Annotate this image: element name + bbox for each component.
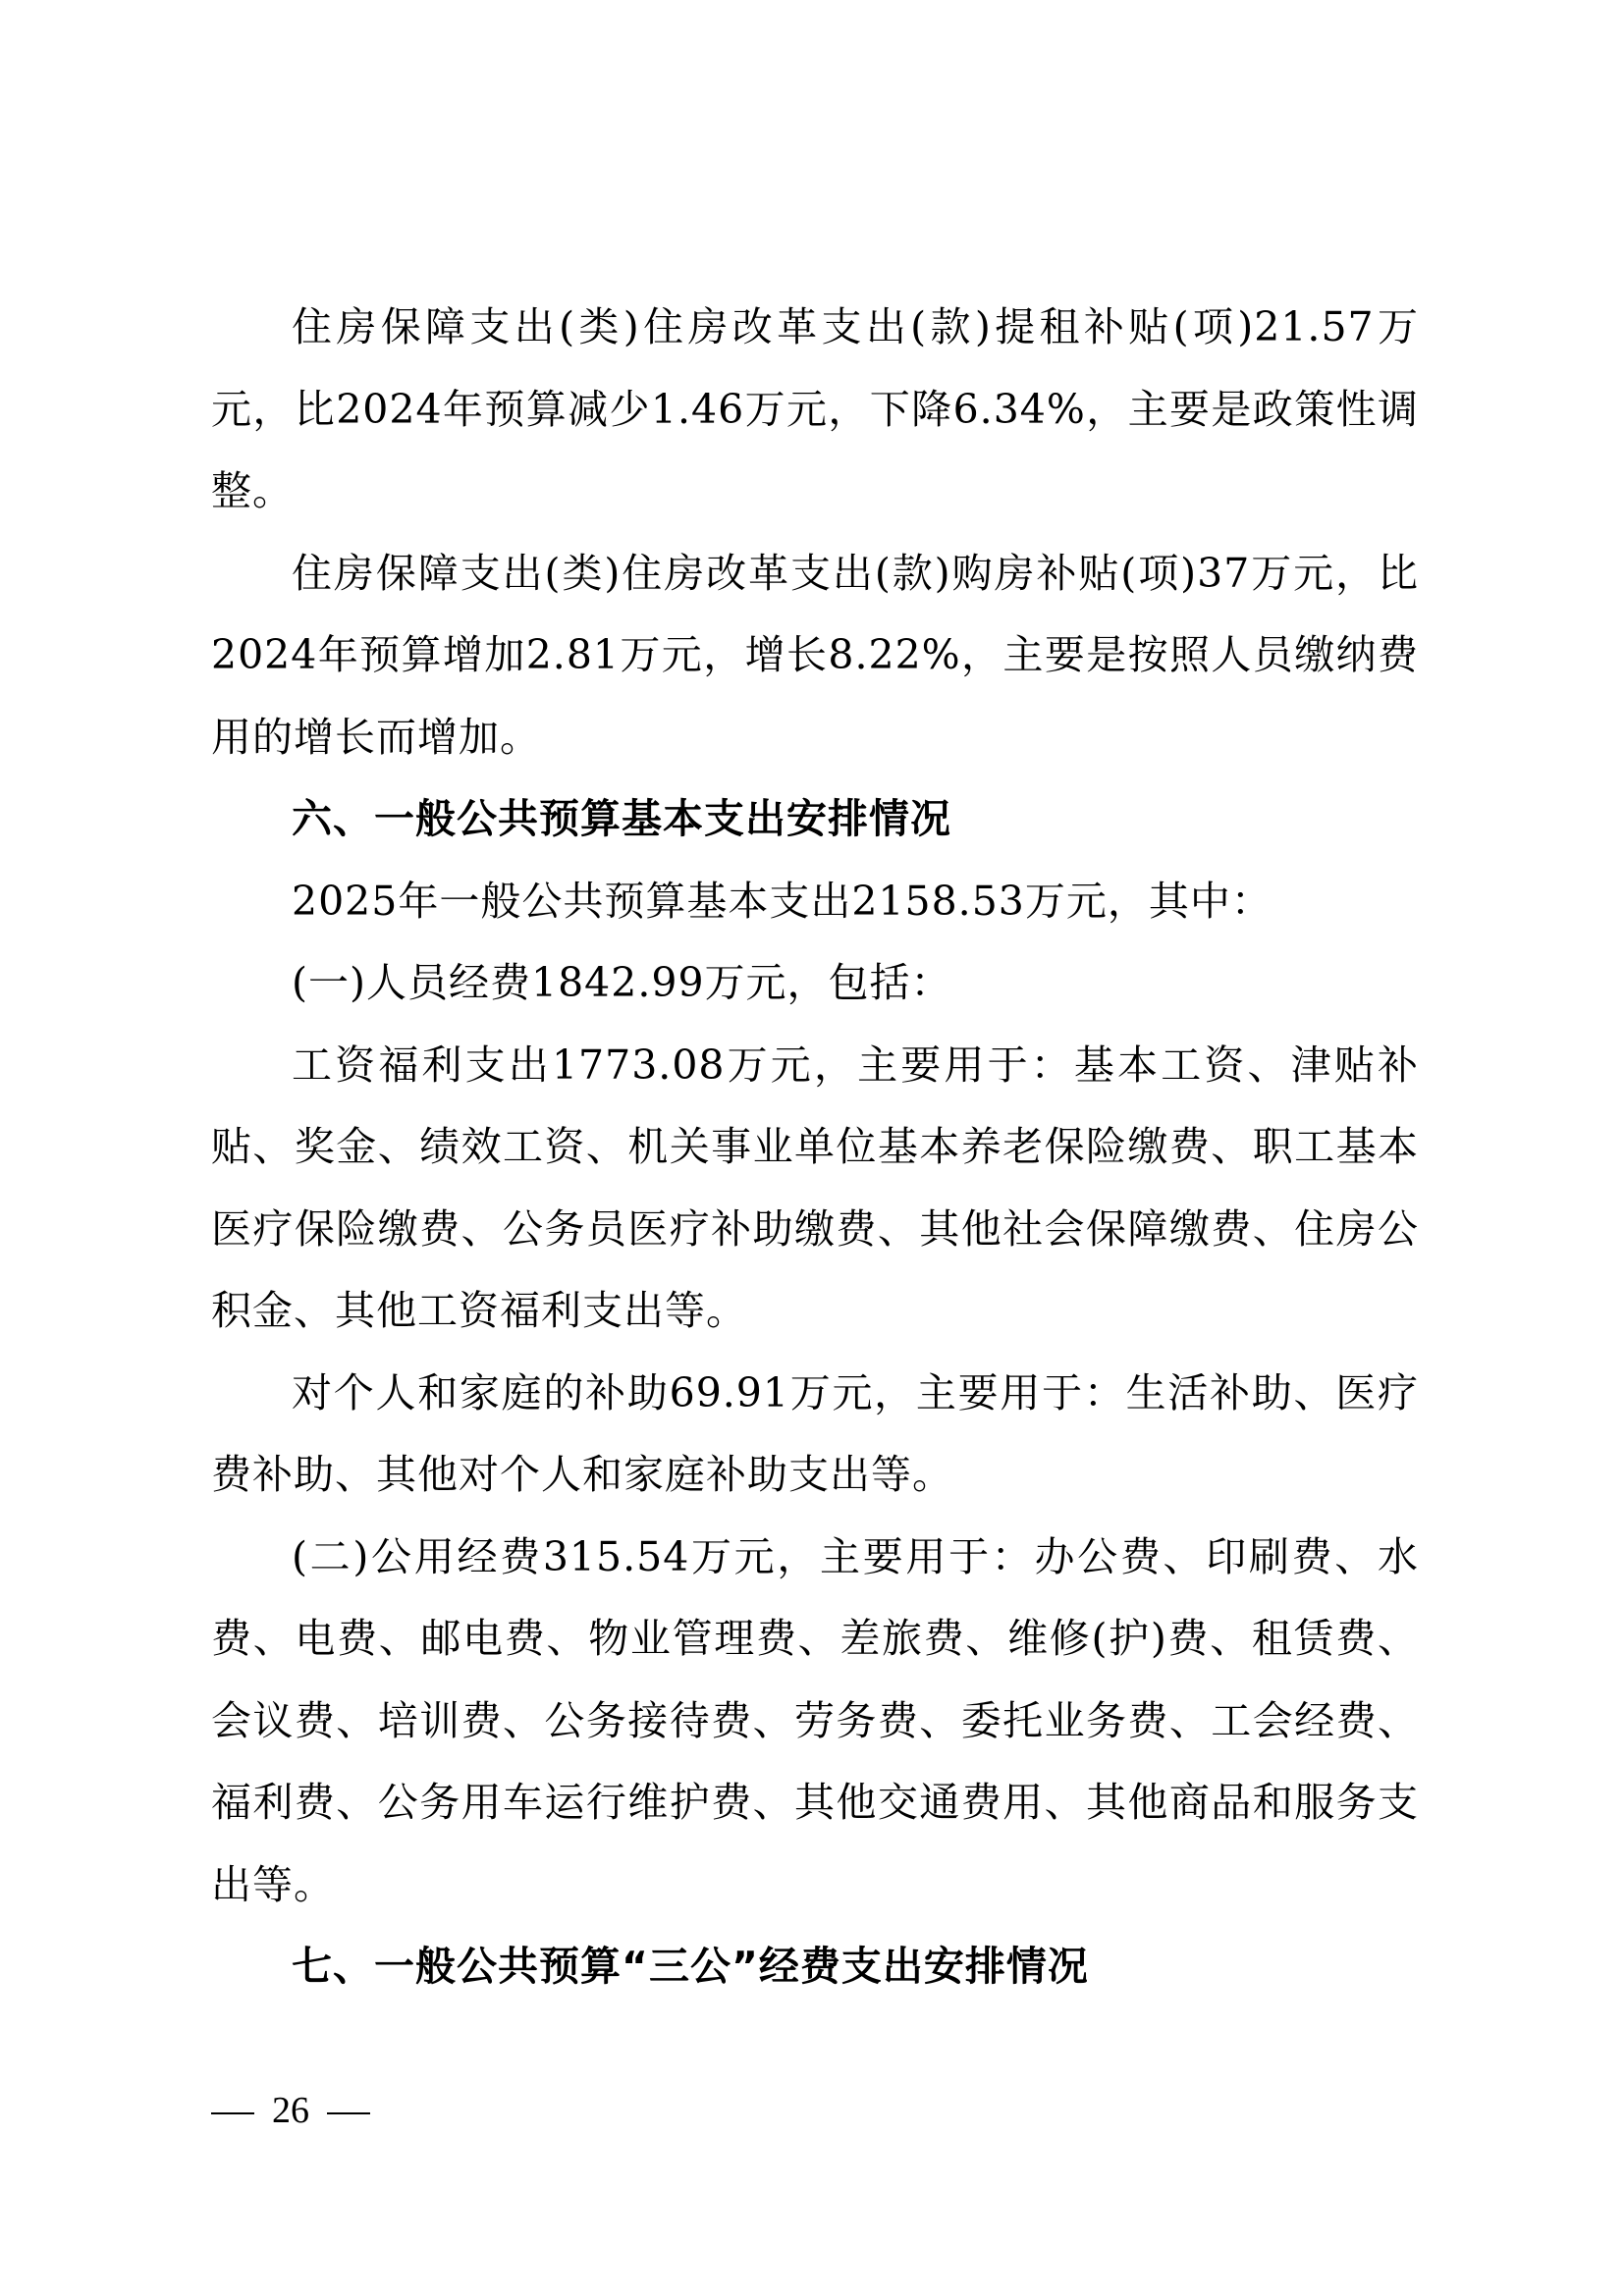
section-heading-6: 六、一般公共预算基本支出安排情况 <box>292 795 951 842</box>
paragraph-household-subsidy: 对个人和家庭的补助69.91万元，主要用于：生活补助、医疗费补助、其他对个人和家庭补助支出等。 <box>211 1368 1419 1498</box>
paragraph-housing-rent-subsidy: 住房保障支出(类)住房改革支出(款)提租补贴(项)21.57万元，比2024年预算减少1.46万元，下降6.34%，主要是政策性调整。 <box>211 303 1419 514</box>
paragraph-public-expenses: (二)公用经费315.54万元，主要用于：办公费、印刷费、水费、电费、邮电费、物业管理费、差旅费、维修(护)费、租赁费、会议费、培训费、公务接待费、劳务费、委托业务费、工会经费、福利费、公务用车运行维护费、其他交通费用、其他商品和服务支出等。 <box>211 1532 1419 1908</box>
footer-dash-right <box>327 2112 370 2114</box>
footer-dash-left <box>211 2112 254 2114</box>
section-heading-7: 七、一般公共预算“三公”经费支出安排情况 <box>292 1943 1089 1990</box>
paragraph-wage-welfare: 工资福利支出1773.08万元，主要用于：基本工资、津贴补贴、奖金、绩效工资、机关事业单位基本养老保险缴费、职工基本医疗保险缴费、公务员医疗补助缴费、其他社会保障缴费、住房公积金、其他工资福利支出等。 <box>211 1041 1419 1334</box>
page-footer <box>211 2081 370 2140</box>
paragraph-housing-purchase-subsidy: 住房保障支出(类)住房改革支出(款)购房补贴(项)37万元，比2024年预算增加2.81万元，增长8.22%，主要是按照人员缴纳费用的增长而增加。 <box>211 549 1419 761</box>
paragraph-basic-expenditure-total: 2025年一般公共预算基本支出2158.53万元，其中： <box>292 877 1272 925</box>
paragraph-personnel-expenses: (一)人员经费1842.99万元，包括： <box>292 959 952 1006</box>
page-number: 26 <box>272 2090 309 2131</box>
document-body <box>211 287 1419 2008</box>
